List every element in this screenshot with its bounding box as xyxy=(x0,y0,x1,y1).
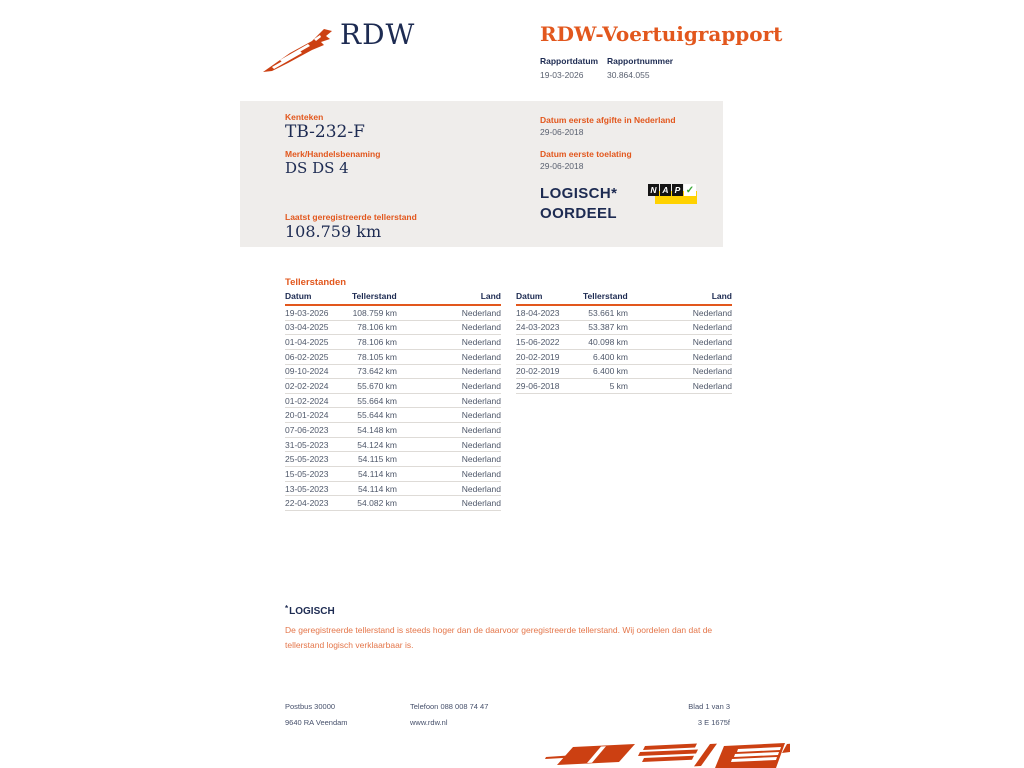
footer-contact xyxy=(410,699,488,731)
row-land: Nederland xyxy=(461,351,501,362)
row-land: Nederland xyxy=(692,337,732,348)
table-row xyxy=(285,496,501,511)
row-land: Nederland xyxy=(461,395,501,406)
row-tellerstand: 108.759 km xyxy=(352,307,397,318)
row-datum: 20-02-2019 xyxy=(516,351,560,362)
row-tellerstand: 73.642 km xyxy=(357,366,397,377)
footer-website-link[interactable]: www.rdw.nl xyxy=(410,718,448,727)
oordeel-line2: OORDEEL xyxy=(540,205,617,222)
footnote-title: *LOGISCH xyxy=(285,604,335,617)
tellerstanden-section-title: Tellerstanden xyxy=(285,277,347,288)
row-datum: 06-02-2025 xyxy=(285,351,329,362)
table-row xyxy=(285,379,501,394)
row-datum: 15-05-2023 xyxy=(285,468,329,479)
row-datum: 01-04-2025 xyxy=(285,337,329,348)
row-datum: 02-02-2024 xyxy=(285,381,329,392)
footer-phone: Telefoon 088 008 74 47 xyxy=(410,702,489,711)
row-tellerstand: 53.387 km xyxy=(588,322,628,333)
report-meta xyxy=(540,56,673,80)
row-land: Nederland xyxy=(692,366,732,377)
nap-checkmark-icon: ✓ xyxy=(685,184,695,196)
row-land: Nederland xyxy=(461,483,501,494)
table-header-row xyxy=(516,291,732,306)
table-row xyxy=(516,306,732,321)
row-datum: 31-05-2023 xyxy=(285,439,329,450)
kenteken-value: TB-232-F xyxy=(285,122,365,142)
oordeel-verdict xyxy=(540,184,617,224)
row-tellerstand: 54.148 km xyxy=(357,424,397,435)
footer-doc-code: 3 E 1675f xyxy=(697,718,730,727)
header-land: Land xyxy=(711,291,732,301)
row-datum: 01-02-2024 xyxy=(285,395,329,406)
row-tellerstand: 6.400 km xyxy=(593,351,628,362)
table-row xyxy=(285,394,501,409)
oordeel-line1: LOGISCH* xyxy=(540,185,618,202)
row-land: Nederland xyxy=(461,381,501,392)
header-datum: Datum xyxy=(285,291,312,301)
kenteken-label: Kenteken xyxy=(285,112,324,122)
row-datum: 09-10-2024 xyxy=(285,366,329,377)
rdw-wordmark: RDW xyxy=(340,18,416,51)
rdw-falcon-logo-icon xyxy=(260,22,332,74)
toelating-value: 29-06-2018 xyxy=(540,161,584,171)
row-tellerstand: 78.105 km xyxy=(357,351,397,362)
table-row xyxy=(516,365,732,380)
footnote-asterisk: * xyxy=(285,604,289,613)
row-datum: 15-06-2022 xyxy=(516,337,560,348)
nap-logo-icon xyxy=(648,184,700,208)
tellerstanden-table-right xyxy=(516,291,732,511)
footer-stripes-graphic xyxy=(545,743,790,768)
row-datum: 29-06-2018 xyxy=(516,381,560,392)
row-datum: 07-06-2023 xyxy=(285,424,329,435)
row-tellerstand: 53.661 km xyxy=(588,307,628,318)
row-tellerstand: 54.115 km xyxy=(357,454,397,465)
table-row xyxy=(285,350,501,365)
row-datum: 20-01-2024 xyxy=(285,410,329,421)
row-land: Nederland xyxy=(692,322,732,333)
row-land: Nederland xyxy=(461,410,501,421)
afgifte-label: Datum eerste afgifte in Nederland xyxy=(540,115,676,125)
vehicle-summary-box xyxy=(240,101,723,247)
row-tellerstand: 78.106 km xyxy=(357,322,397,333)
footer-postbus: Postbus 30000 xyxy=(285,702,336,711)
footer-city: 9640 RA Veendam xyxy=(285,718,348,727)
page-title: RDW-Voertuigrapport xyxy=(540,22,783,46)
row-tellerstand: 55.644 km xyxy=(357,410,397,421)
row-datum: 24-03-2023 xyxy=(516,322,560,333)
row-tellerstand: 5 km xyxy=(609,381,628,392)
report-date-value: 19-03-2026 xyxy=(540,70,584,80)
row-tellerstand: 54.082 km xyxy=(357,498,397,509)
footer-page-number: Blad 1 van 3 xyxy=(688,702,730,711)
table-row xyxy=(285,335,501,350)
row-tellerstand: 78.106 km xyxy=(357,337,397,348)
row-land: Nederland xyxy=(692,381,732,392)
row-land: Nederland xyxy=(461,337,501,348)
footer-pageinfo xyxy=(630,699,730,731)
report-date-label: Rapportdatum xyxy=(540,56,599,66)
toelating-label: Datum eerste toelating xyxy=(540,149,632,159)
nap-letter-a: A xyxy=(660,184,671,196)
tellerstand-label: Laatst geregistreerde tellerstand xyxy=(285,212,417,222)
row-land: Nederland xyxy=(461,468,501,479)
row-datum: 25-05-2023 xyxy=(285,454,329,465)
row-land: Nederland xyxy=(461,322,501,333)
row-land: Nederland xyxy=(461,424,501,435)
row-datum: 13-05-2023 xyxy=(285,483,329,494)
header-land: Land xyxy=(480,291,501,301)
footer-address xyxy=(285,699,348,731)
row-tellerstand: 54.124 km xyxy=(357,439,397,450)
table-row xyxy=(516,350,732,365)
row-datum: 19-03-2026 xyxy=(285,307,329,318)
row-tellerstand: 55.670 km xyxy=(357,381,397,392)
table-row xyxy=(285,365,501,380)
merk-value: DS DS 4 xyxy=(285,159,349,177)
logisch-footnote xyxy=(285,604,715,652)
table-row xyxy=(285,423,501,438)
row-land: Nederland xyxy=(461,307,501,318)
table-row xyxy=(285,467,501,482)
table-row xyxy=(516,335,732,350)
table-row xyxy=(285,321,501,336)
row-datum: 22-04-2023 xyxy=(285,498,329,509)
table-row xyxy=(285,408,501,423)
row-land: Nederland xyxy=(692,351,732,362)
row-tellerstand: 54.114 km xyxy=(357,468,397,479)
tellerstanden-table-left xyxy=(285,291,501,511)
merk-label: Merk/Handelsbenaming xyxy=(285,149,381,159)
row-tellerstand: 40.098 km xyxy=(588,337,628,348)
row-land: Nederland xyxy=(461,498,501,509)
row-land: Nederland xyxy=(692,307,732,318)
tellerstand-value: 108.759 km xyxy=(285,222,382,241)
row-tellerstand: 55.664 km xyxy=(357,395,397,406)
table-row xyxy=(285,438,501,453)
row-land: Nederland xyxy=(461,366,501,377)
table-row xyxy=(516,379,732,394)
report-number-label: Rapportnummer xyxy=(607,56,674,66)
footnote-text: De geregistreerde tellerstand is steeds hoger dan de daarvoor geregistreerde tellerstand. Wij oordelen dan dat de tellerstand logisch verklaarbaar is. xyxy=(285,625,713,650)
row-datum: 18-04-2023 xyxy=(516,307,560,318)
table-row xyxy=(285,452,501,467)
header-datum: Datum xyxy=(516,291,543,301)
table-row xyxy=(285,306,501,321)
row-tellerstand: 6.400 km xyxy=(593,366,628,377)
nap-letter-n: N xyxy=(648,184,659,196)
row-tellerstand: 54.114 km xyxy=(357,483,397,494)
report-number-value: 30.864.055 xyxy=(607,70,650,80)
table-header-row xyxy=(285,291,501,306)
row-datum: 03-04-2025 xyxy=(285,322,329,333)
row-land: Nederland xyxy=(461,454,501,465)
table-row xyxy=(516,321,732,336)
row-land: Nederland xyxy=(461,439,501,450)
header-tellerstand: Tellerstand xyxy=(352,291,397,301)
row-datum: 20-02-2019 xyxy=(516,366,560,377)
nap-letter-p: P xyxy=(672,184,683,196)
tellerstanden-tables xyxy=(285,291,732,511)
table-row xyxy=(285,482,501,497)
afgifte-value: 29-06-2018 xyxy=(540,127,584,137)
header-tellerstand: Tellerstand xyxy=(583,291,628,301)
